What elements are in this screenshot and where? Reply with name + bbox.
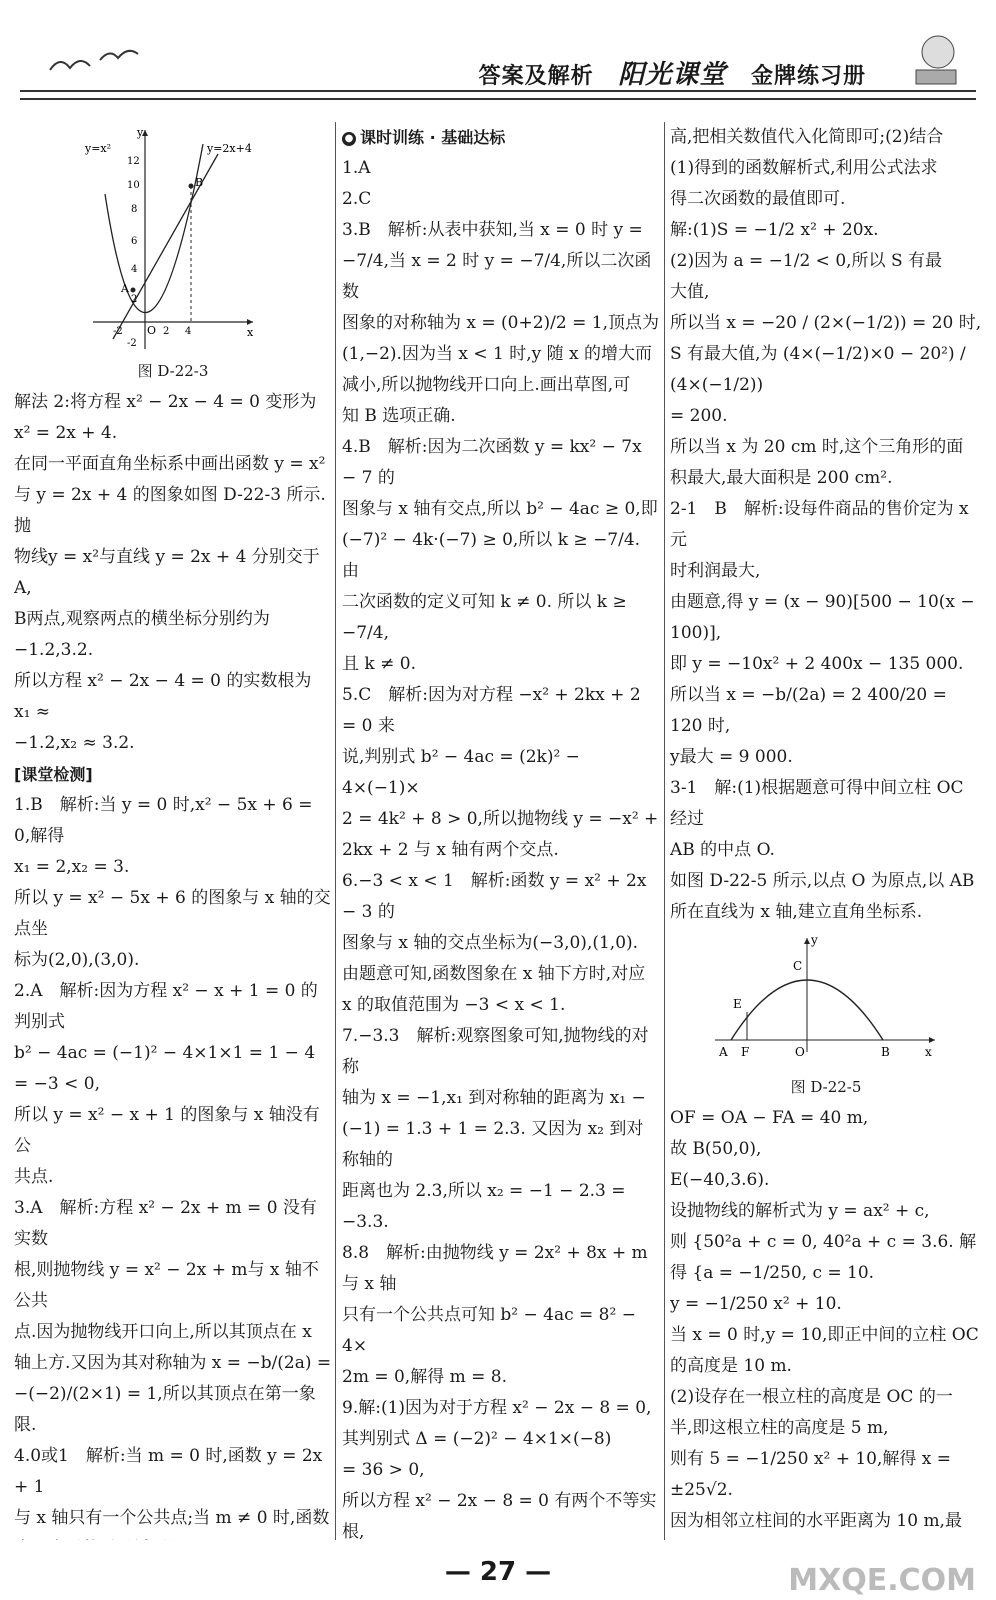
col3-text-b xyxy=(670,1103,982,1540)
column-divider-2 xyxy=(664,122,665,1540)
origin-label: O xyxy=(795,1045,805,1059)
point-a-label: A xyxy=(719,1045,728,1059)
text-line: 5.C 解析:因为对方程 −x² + 2kx + 2 = 0 来 xyxy=(342,685,641,736)
text-line: 图象与 x 轴的交点坐标为(−3,0),(1,0). xyxy=(342,933,639,953)
column-divider-1 xyxy=(335,122,336,1540)
text-line: 说,判别式 b² − 4ac = (2k)² − 4×(−1)× xyxy=(342,747,580,798)
column-1 xyxy=(14,122,332,1540)
text-line: 距离也为 2.3,所以 x₂ = −1 − 2.3 = −3.3. xyxy=(342,1181,626,1232)
origin-label: O xyxy=(147,324,157,337)
text-line: 则 {50²a + c = 0, 40²a + c = 3.6. 解得 {a = −1/250, c = 10. xyxy=(670,1232,977,1283)
text-line: B两点,观察两点的横坐标分别约为 xyxy=(14,609,270,629)
text-line: 当 x = 0 时,y = 10,即正中间的立柱 OC xyxy=(670,1325,979,1345)
graph-d22-3 xyxy=(83,124,263,354)
section-classroom-check: [课堂检测] xyxy=(14,765,93,784)
text-line: 8.8 解析:由抛物线 y = 2x² + 8x + m 与 x 轴 xyxy=(342,1243,648,1294)
text-line: S 有最大值,为 (4×(−1/2)×0 − 20²) / (4×(−1/2)) xyxy=(670,344,966,395)
text-line: 所以方程 x² − 2x − 8 = 0 有两个不等实根, xyxy=(342,1491,657,1540)
text-line: 因为相邻立柱间的水平距离为 10 m,最 xyxy=(670,1511,962,1531)
text-line: 2m = 0,解得 m = 8. xyxy=(342,1367,508,1387)
text-line: 解:(1)S = −1/2 x² + 20x. xyxy=(670,220,879,240)
text-line: 图象的对称轴为 x = (0+2)/2 = 1,顶点为 xyxy=(342,313,659,333)
header-title xyxy=(463,60,866,92)
text-line: OF = OA − FA = 40 m, xyxy=(670,1108,869,1128)
text-line: 减小,所以抛物线开口向上.画出草图,可 xyxy=(342,375,631,395)
text-line: 2kx + 2 与 x 轴有两个交点. xyxy=(342,840,559,860)
curve1-label: y=x² xyxy=(85,142,112,155)
point-c-label: C xyxy=(793,959,803,973)
text-line: 二次函数的定义可知 k ≠ 0. 所以 k ≥ −7/4, xyxy=(342,592,627,643)
text-line: (1)得到的函数解析式,利用公式法求 xyxy=(670,158,938,178)
text-line: 点.因为抛物线开口向上,所以其顶点在 x xyxy=(14,1322,312,1342)
text-line: (−7)² − 4k·(−7) ≥ 0,所以 k ≥ −7/4. 由 xyxy=(342,530,641,581)
book-title: 金牌练习册 xyxy=(750,64,866,89)
text-line: 所以 y = x² − 5x + 6 的图象与 x 轴的交点坐 xyxy=(14,888,331,939)
text-line: −1.2,x₂ ≈ 3.2. xyxy=(14,733,135,753)
text-line: 与 x 轴只有一个公共点;当 m ≠ 0 时,函数 xyxy=(14,1508,330,1528)
text-line: x₁ = 2,x₂ = 3. xyxy=(14,857,130,877)
text-line: 所以 y = x² − x + 1 的图象与 x 轴没有公 xyxy=(14,1105,320,1156)
col1-text-b xyxy=(14,790,332,1540)
text-line: 解法 2:将方程 x² − 2x − 4 = 0 变形为 xyxy=(14,392,317,412)
text-line: 积最大,最大面积是 200 cm². xyxy=(670,468,893,488)
col2-text-a xyxy=(342,153,660,1540)
text-line: 故 B(50,0), xyxy=(670,1139,762,1159)
text-line: 在同一平面直角坐标系中画出函数 y = x² xyxy=(14,454,326,474)
point-f-label: F xyxy=(741,1045,750,1059)
y-axis-label: y xyxy=(811,933,818,947)
text-line: 轴为 x = −1,x₁ 到对称轴的距离为 x₁ − xyxy=(342,1088,646,1108)
y-tick-12: 12 xyxy=(127,156,140,167)
text-line: (1,−2).因为当 x < 1 时,y 随 x 的增大而 xyxy=(342,344,653,364)
text-line: 设抛物线的解析式为 y = ax² + c, xyxy=(670,1201,930,1221)
text-line: x 的取值范围为 −3 < x < 1. xyxy=(342,995,566,1015)
text-line: −(−2)/(2×1) = 1,所以其顶点在第一象限. xyxy=(14,1384,316,1435)
text-line: 9.解:(1)因为对于方程 x² − 2x − 8 = 0, xyxy=(342,1398,652,1418)
text-line: 由题意,得 y = (x − 90)[500 − 10(x − xyxy=(670,592,975,612)
text-line: 即 y = −10x² + 2 400x − 135 000. xyxy=(670,654,964,674)
page-header xyxy=(0,0,996,120)
y-tick-10: 10 xyxy=(127,180,140,191)
text-line: 所以当 x 为 20 cm 时,这个三角形的面 xyxy=(670,437,964,457)
text-line: (2)因为 a = −1/2 < 0,所以 S 有最 xyxy=(670,251,942,271)
curve2-label: y=2x+4 xyxy=(207,142,252,155)
text-line xyxy=(14,1534,332,1540)
text-line: 其判别式 Δ = (−2)² − 4×1×(−8) xyxy=(342,1429,612,1449)
x-tick-4: 4 xyxy=(185,326,192,337)
point-b-label: B xyxy=(195,176,204,189)
text-line: 与 y = 2x + 4 的图象如图 D-22-3 所示. 抛 xyxy=(14,485,326,536)
text-line: 7.−3.3 解析:观察图象可知,抛物线的对称 xyxy=(342,1026,649,1077)
text-line: 100)], xyxy=(670,623,722,643)
text-line: 1.B 解析:当 y = 0 时,x² − 5x + 6 = 0,解得 xyxy=(14,795,313,846)
point-e-label: E xyxy=(733,997,742,1011)
brand-title: 阳光课堂 xyxy=(618,60,727,90)
text-line: 得二次函数的最值即可. xyxy=(670,189,846,209)
x-axis-label: x xyxy=(247,326,254,339)
text-line: (2)设存在一根立柱的高度是 OC 的一 xyxy=(670,1387,953,1407)
text-line: y最大 = 9 000. xyxy=(670,747,793,767)
text-line: 由题意可知,函数图象在 x 轴下方时,对应 xyxy=(342,964,646,984)
text-line: 物线y = x²与直线 y = 2x + 4 分别交于 A, xyxy=(14,547,320,598)
text-line: E(−40,3.6). xyxy=(670,1170,770,1190)
text-line: 所在直线为 x 轴,建立直角坐标系. xyxy=(670,902,923,922)
text-line: 3.A 解析:方程 x² − 2x + m = 0 没有实数 xyxy=(14,1198,317,1249)
globe-decoration-icon xyxy=(896,30,966,90)
y-tick-8: 8 xyxy=(131,204,138,215)
point-a-label: A xyxy=(121,282,129,295)
text-line: 大值, xyxy=(670,282,710,302)
text-line: 且 k ≠ 0. xyxy=(342,654,416,674)
text-line: 知 B 选项正确. xyxy=(342,406,456,426)
col1-text-a xyxy=(14,387,332,759)
col3-text-a xyxy=(670,122,982,928)
page-number: — 27 — xyxy=(444,1557,552,1587)
y-tick-2: 2 xyxy=(131,294,138,305)
text-line: = 36 > 0, xyxy=(342,1460,425,1480)
graph-d22-5-caption: 图 D-22-5 xyxy=(790,1078,862,1096)
text-line: 时利润最大, xyxy=(670,561,761,581)
text-line: x² = 2x + 4. xyxy=(14,423,118,443)
y-tick-neg2: -2 xyxy=(127,338,137,349)
text-line: 所以当 x = −b/(2a) = 2 400/20 = 120 时, xyxy=(670,685,947,736)
text-line: 2-1 B 解析:设每件商品的售价定为 x 元 xyxy=(670,499,969,550)
text-line: 共点. xyxy=(14,1167,54,1187)
graph-d22-3-caption: 图 D-22-3 xyxy=(137,362,209,380)
text-line: −7/4,当 x = 2 时 y = −7/4,所以二次函数 xyxy=(342,251,652,302)
text-line: 如图 D-22-5 所示,以点 O 为原点,以 AB xyxy=(670,871,975,891)
text-line: 所以当 x = −20 / (2×(−1/2)) = 20 时, xyxy=(670,313,982,333)
birds-decoration-icon xyxy=(40,40,150,80)
y-tick-6: 6 xyxy=(131,236,138,247)
text-line: 2 = 4k² + 8 > 0,所以抛物线 y = −x² + xyxy=(342,809,659,829)
column-2 xyxy=(342,122,660,1540)
text-line: 半,即这根立柱的高度是 5 m, xyxy=(670,1418,889,1438)
graph-d22-5 xyxy=(711,930,941,1070)
text-line: 图象与 x 轴有交点,所以 b² − 4ac ≥ 0,即 xyxy=(342,499,658,519)
text-line: 只有一个公共点可知 b² − 4ac = 8² − 4× xyxy=(342,1305,636,1356)
y-tick-4: 4 xyxy=(131,264,138,275)
text-line: 的高度是 10 m. xyxy=(670,1356,792,1376)
text-line: 3-1 解:(1)根据题意可得中间立柱 OC 经过 xyxy=(670,778,964,829)
text-line: 1.A xyxy=(342,158,371,178)
text-line: 高,把相关数值代入化简即可;(2)结合 xyxy=(670,127,944,147)
x-axis-label: x xyxy=(925,1045,932,1059)
text-line xyxy=(670,1537,982,1540)
text-line: 所以方程 x² − 2x − 4 = 0 的实数根为 x₁ ≈ xyxy=(14,671,312,722)
section-title: 课时训练 · 基础达标 xyxy=(360,128,506,147)
section-bullet-icon: ● xyxy=(342,132,356,146)
point-b-label: B xyxy=(881,1045,890,1059)
text-line: 标为(2,0),(3,0). xyxy=(14,950,140,970)
answers-title: 答案及解析 xyxy=(478,64,594,89)
text-line: (−1) = 1.3 + 1 = 2.3. 又因为 x₂ 到对称轴的 xyxy=(342,1119,644,1170)
text-line: AB 的中点 O. xyxy=(670,840,775,860)
column-3 xyxy=(670,122,982,1540)
text-line: 6.−3 < x < 1 解析:函数 y = x² + 2x − 3 的 xyxy=(342,871,647,922)
text-line: 轴上方.又因为其对称轴为 x = −b/(2a) = xyxy=(14,1353,332,1373)
text-line: 3.B 解析:从表中获知,当 x = 0 时 y = xyxy=(342,220,643,240)
text-line: = 200. xyxy=(670,406,728,426)
section-lesson-training xyxy=(342,122,660,153)
text-line: 4.0或1 解析:当 m = 0 时,函数 y = 2x + 1 xyxy=(14,1446,323,1497)
text-line: 则有 5 = −1/250 x² + 10,解得 x = ±25√2. xyxy=(670,1449,952,1500)
text-line: 2.A 解析:因为方程 x² − x + 1 = 0 的判别式 xyxy=(14,981,318,1032)
x-tick-neg2: -2 xyxy=(113,326,123,337)
x-tick-2: 2 xyxy=(163,326,170,337)
text-line: b² − 4ac = (−1)² − 4×1×1 = 1 − 4 = −3 < 0, xyxy=(14,1043,316,1094)
text-line: 根,则抛物线 y = x² − 2x + m与 x 轴不公共 xyxy=(14,1260,319,1311)
watermark-logo: MXQE.COM xyxy=(788,1563,976,1598)
text-line: 2.C xyxy=(342,189,372,209)
text-line: −1.2,3.2. xyxy=(14,640,94,660)
text-line: y = −1/250 x² + 10. xyxy=(670,1294,842,1314)
text-line: 4.B 解析:因为二次函数 y = kx² − 7x − 7 的 xyxy=(342,437,642,488)
y-axis-label: y xyxy=(137,126,144,139)
